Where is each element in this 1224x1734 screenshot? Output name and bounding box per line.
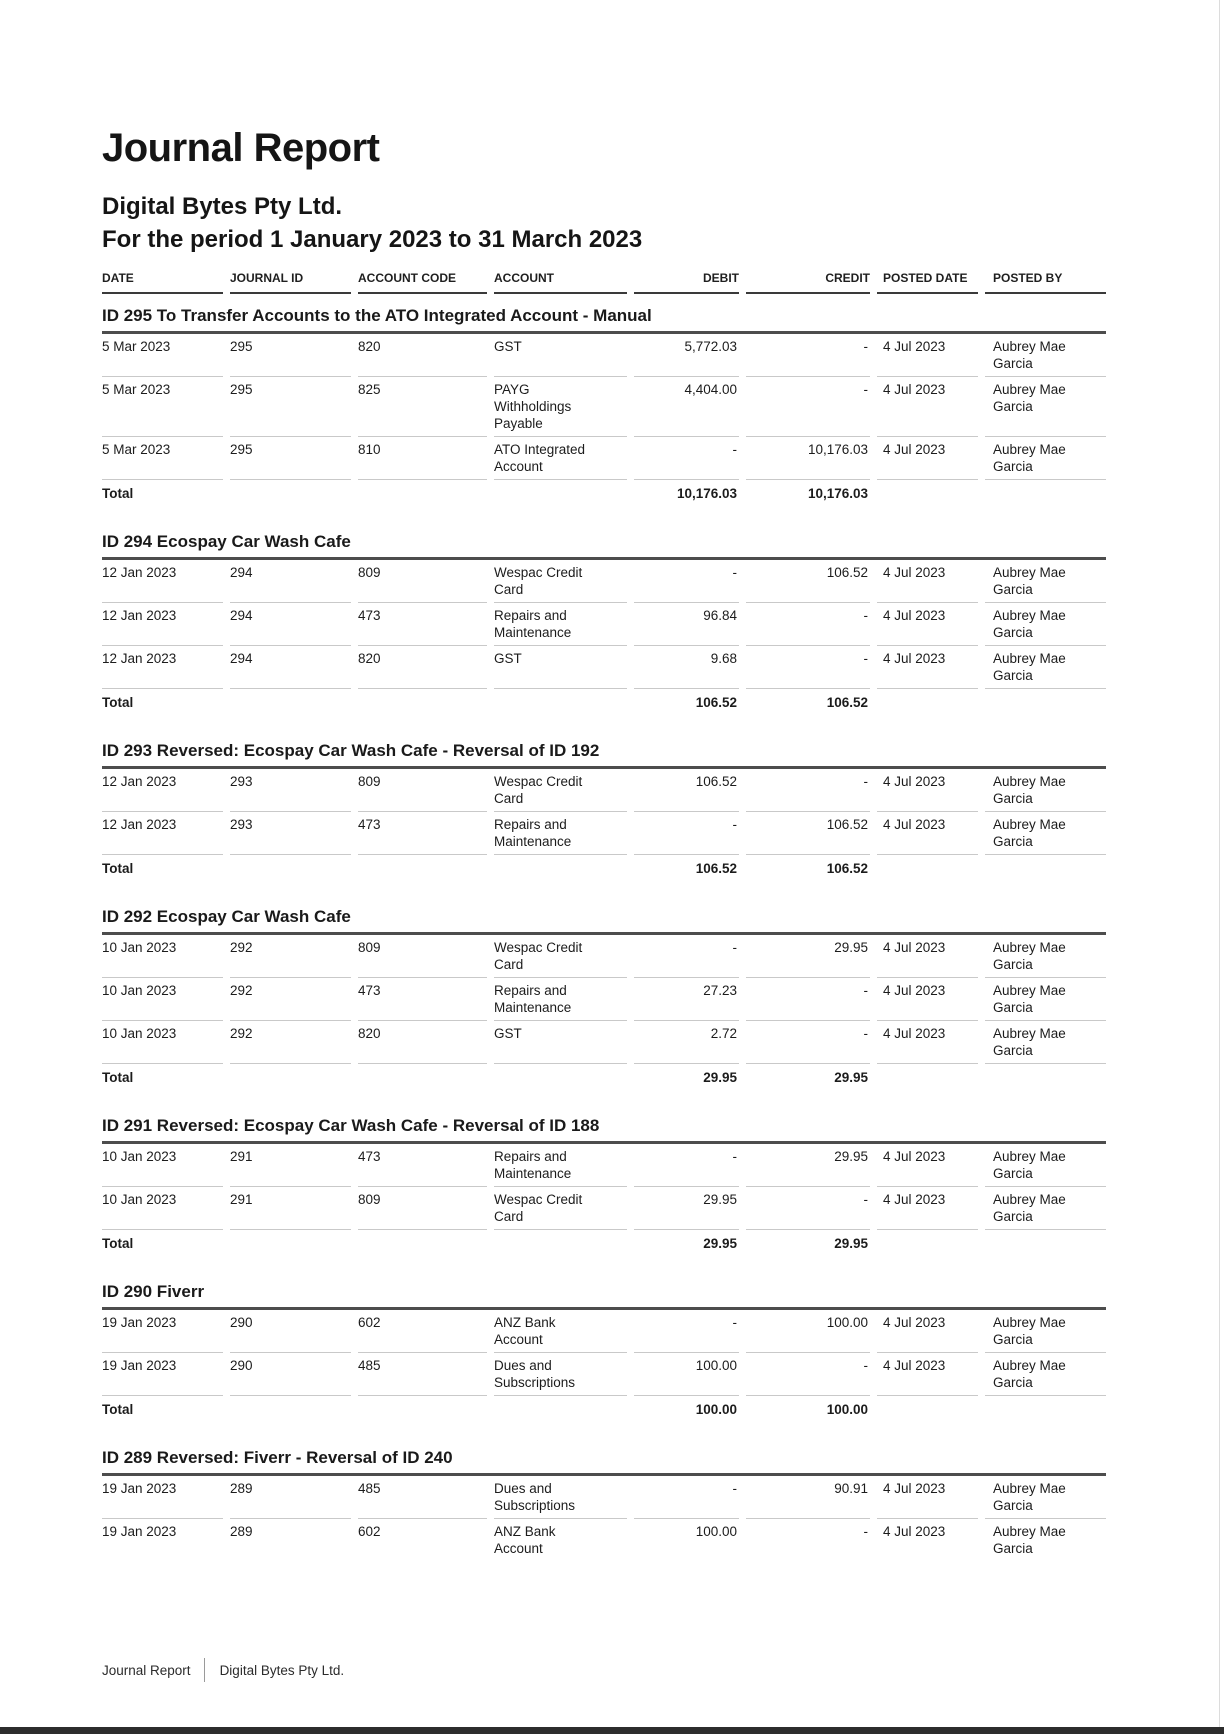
posted-by-cell: Aubrey Mae Garcia — [985, 1187, 1106, 1230]
date-cell: 12 Jan 2023 — [102, 603, 223, 646]
posted-by-cell: Aubrey Mae Garcia — [985, 1021, 1106, 1064]
page-footer — [102, 1658, 344, 1682]
total-label: Total — [102, 695, 134, 710]
total-label: Total — [102, 486, 134, 501]
account-cell: Repairs and Maintenance — [494, 603, 627, 646]
posted-date-cell: 4 Jul 2023 — [877, 560, 978, 603]
date-cell: 5 Mar 2023 — [102, 377, 223, 437]
debit-cell: 96.84 — [634, 603, 739, 646]
journal-id-cell: 293 — [230, 812, 351, 855]
account-cell: GST — [494, 334, 627, 377]
total-credit: 29.95 — [834, 1070, 868, 1085]
account-code-cell: 825 — [358, 377, 487, 437]
account-cell: GST — [494, 1021, 627, 1064]
column-header-account-code: ACCOUNT CODE — [358, 267, 487, 294]
journal-id-cell: 295 — [230, 437, 351, 480]
account-cell: Repairs and Maintenance — [494, 812, 627, 855]
section-rows — [102, 1310, 1106, 1422]
account-cell: Wespac Credit Card — [494, 769, 627, 812]
account-code-cell: 809 — [358, 1187, 487, 1230]
journal-row — [102, 1519, 1106, 1561]
company-name: Digital Bytes Pty Ltd. — [102, 193, 343, 220]
account-cell: GST — [494, 646, 627, 689]
journal-id-cell: 291 — [230, 1144, 351, 1187]
journal-row — [102, 935, 1106, 978]
date-cell: 10 Jan 2023 — [102, 1144, 223, 1187]
credit-cell: - — [746, 1187, 870, 1230]
total-credit: 100.00 — [826, 1402, 868, 1417]
credit-cell: 106.52 — [746, 560, 870, 603]
journal-row — [102, 769, 1106, 812]
total-credit: 106.52 — [826, 861, 868, 876]
debit-cell: - — [634, 1476, 739, 1519]
posted-by-cell: Aubrey Mae Garcia — [985, 769, 1106, 812]
debit-cell: - — [634, 1310, 739, 1353]
account-code-cell: 602 — [358, 1310, 487, 1353]
journal-id-cell: 292 — [230, 978, 351, 1021]
credit-cell: - — [746, 646, 870, 689]
posted-date-cell: 4 Jul 2023 — [877, 377, 978, 437]
journal-id-cell: 289 — [230, 1476, 351, 1519]
column-header-posted-by: POSTED BY — [985, 267, 1106, 294]
posted-date-cell: 4 Jul 2023 — [877, 334, 978, 377]
footer-report-name: Journal Report — [102, 1662, 191, 1678]
debit-cell: 29.95 — [634, 1187, 739, 1230]
debit-cell: 100.00 — [695, 1524, 737, 1539]
date-cell: 10 Jan 2023 — [102, 978, 223, 1021]
section-title: ID 293 Reversed: Ecospay Car Wash Cafe - Reversal of ID 192 — [102, 741, 1106, 769]
journal-section — [102, 907, 1106, 1090]
account-cell: Dues and Subscriptions — [494, 1353, 627, 1396]
credit-cell: 29.95 — [746, 1144, 870, 1187]
sections — [102, 306, 1106, 1561]
account-cell: Repairs and Maintenance — [494, 1144, 627, 1187]
debit-cell: - — [634, 935, 739, 978]
account-code-cell: 820 — [358, 1021, 487, 1064]
journal-row — [102, 978, 1106, 1021]
credit-cell: - — [746, 978, 870, 1021]
journal-id-cell: 295 — [230, 334, 351, 377]
journal-row — [102, 377, 1106, 437]
posted-by-cell: Aubrey Mae Garcia — [985, 377, 1106, 437]
column-header-date: DATE — [102, 267, 223, 294]
column-header-debit: DEBIT — [634, 267, 739, 294]
debit-cell: 106.52 — [634, 769, 739, 812]
journal-row — [102, 1353, 1106, 1396]
account-cell: ANZ Bank Account — [494, 1310, 627, 1353]
total-row — [102, 480, 1106, 506]
debit-cell: 9.68 — [634, 646, 739, 689]
journal-section — [102, 532, 1106, 715]
posted-by-cell: Aubrey Mae Garcia — [985, 1144, 1106, 1187]
posted-date-cell: 4 Jul 2023 — [877, 812, 978, 855]
journal-id-cell: 290 — [230, 1353, 351, 1396]
debit-cell: 5,772.03 — [634, 334, 739, 377]
total-debit: 29.95 — [703, 1236, 737, 1251]
total-label: Total — [102, 861, 134, 876]
journal-section — [102, 1116, 1106, 1256]
debit-cell: - — [634, 437, 739, 480]
debit-cell: - — [634, 560, 739, 603]
account-code-cell: 810 — [358, 437, 487, 480]
section-title: ID 291 Reversed: Ecospay Car Wash Cafe - Reversal of ID 188 — [102, 1116, 1106, 1144]
debit-cell: - — [634, 812, 739, 855]
journal-row — [102, 334, 1106, 377]
date-cell: 5 Mar 2023 — [102, 334, 223, 377]
posted-date-cell: 4 Jul 2023 — [877, 1353, 978, 1396]
journal-id-cell: 294 — [230, 560, 351, 603]
total-debit: 100.00 — [695, 1402, 737, 1417]
debit-cell: - — [634, 1144, 739, 1187]
journal-row — [102, 646, 1106, 689]
total-debit: 106.52 — [695, 695, 737, 710]
account-code-cell: 473 — [358, 812, 487, 855]
journal-id-cell: 291 — [230, 1187, 351, 1230]
account-cell: Repairs and Maintenance — [494, 978, 627, 1021]
total-credit: 29.95 — [834, 1236, 868, 1251]
posted-date-cell: 4 Jul 2023 — [877, 603, 978, 646]
account-code-cell: 809 — [358, 560, 487, 603]
bottom-bar — [0, 1727, 1224, 1734]
total-label: Total — [102, 1236, 134, 1251]
account-cell: Wespac Credit Card — [494, 935, 627, 978]
section-rows — [102, 1476, 1106, 1561]
section-rows — [102, 1144, 1106, 1256]
journal-id-cell: 294 — [230, 603, 351, 646]
date-cell: 10 Jan 2023 — [102, 1187, 223, 1230]
total-row — [102, 689, 1106, 715]
posted-by-cell: Aubrey Mae Garcia — [985, 437, 1106, 480]
posted-by-cell: Aubrey Mae Garcia — [985, 560, 1106, 603]
journal-row — [102, 560, 1106, 603]
posted-by-cell: Aubrey Mae Garcia — [985, 334, 1106, 377]
footer-company-name: Digital Bytes Pty Ltd. — [219, 1662, 345, 1678]
account-code-cell: 473 — [358, 1144, 487, 1187]
journal-id-cell: 294 — [230, 646, 351, 689]
posted-date-cell: 4 Jul 2023 — [877, 437, 978, 480]
column-header-account: ACCOUNT — [494, 267, 627, 294]
account-cell: Wespac Credit Card — [494, 1187, 627, 1230]
report-period: For the period 1 January 2023 to 31 March 2023 — [102, 226, 643, 253]
posted-date-cell: 4 Jul 2023 — [877, 978, 978, 1021]
date-cell: 19 Jan 2023 — [102, 1310, 223, 1353]
credit-cell: - — [746, 377, 870, 437]
posted-date-cell: 4 Jul 2023 — [877, 935, 978, 978]
date-cell: 12 Jan 2023 — [102, 812, 223, 855]
section-rows — [102, 334, 1106, 506]
credit-cell: - — [746, 769, 870, 812]
credit-cell: - — [746, 1021, 870, 1064]
column-header-journal-id: JOURNAL ID — [230, 267, 351, 294]
journal-id-cell: 292 — [230, 935, 351, 978]
table-header-row — [102, 267, 1106, 294]
account-cell: Dues and Subscriptions — [494, 1476, 627, 1519]
total-row — [102, 855, 1106, 881]
total-label: Total — [102, 1070, 134, 1085]
column-header-credit: CREDIT — [746, 267, 870, 294]
journal-row — [102, 603, 1106, 646]
total-debit: 106.52 — [695, 861, 737, 876]
account-code-cell: 820 — [358, 334, 487, 377]
posted-by-cell: Aubrey Mae Garcia — [985, 646, 1106, 689]
posted-date-cell: 4 Jul 2023 — [883, 1524, 946, 1539]
journal-section — [102, 1448, 1106, 1561]
journal-section — [102, 741, 1106, 881]
credit-cell: - — [746, 334, 870, 377]
posted-by-cell: Aubrey Mae Garcia — [985, 935, 1106, 978]
section-title: ID 295 To Transfer Accounts to the ATO Integrated Account - Manual — [102, 306, 1106, 334]
total-debit: 29.95 — [703, 1070, 737, 1085]
credit-cell: 106.52 — [746, 812, 870, 855]
account-cell: PAYG Withholdings Payable — [494, 377, 627, 437]
section-title: ID 294 Ecospay Car Wash Cafe — [102, 532, 1106, 560]
journal-id-cell: 290 — [230, 1310, 351, 1353]
posted-by-cell: Aubrey Mae Garcia — [993, 1524, 1066, 1556]
page-title: Journal Report — [102, 126, 380, 170]
account-code-cell: 485 — [358, 1476, 487, 1519]
total-credit: 10,176.03 — [807, 486, 868, 501]
posted-date-cell: 4 Jul 2023 — [877, 646, 978, 689]
account-code-cell: 473 — [358, 603, 487, 646]
account-code-cell: 820 — [358, 646, 487, 689]
section-rows — [102, 769, 1106, 881]
date-cell: 12 Jan 2023 — [102, 646, 223, 689]
journal-row — [102, 1021, 1106, 1064]
journal-row — [102, 1476, 1106, 1519]
section-title: ID 292 Ecospay Car Wash Cafe — [102, 907, 1106, 935]
credit-cell: 10,176.03 — [746, 437, 870, 480]
posted-date-cell: 4 Jul 2023 — [877, 1476, 978, 1519]
credit-cell: 100.00 — [746, 1310, 870, 1353]
date-cell: 12 Jan 2023 — [102, 560, 223, 603]
credit-cell: - — [746, 1353, 870, 1396]
journal-id-cell: 293 — [230, 769, 351, 812]
total-credit: 106.52 — [826, 695, 868, 710]
section-rows — [102, 935, 1106, 1090]
credit-cell: - — [746, 603, 870, 646]
total-row — [102, 1064, 1106, 1090]
journal-section — [102, 1282, 1106, 1422]
debit-cell: 100.00 — [634, 1353, 739, 1396]
account-cell: ANZ Bank Account — [494, 1524, 556, 1556]
posted-date-cell: 4 Jul 2023 — [877, 1310, 978, 1353]
date-cell: 10 Jan 2023 — [102, 935, 223, 978]
date-cell: 12 Jan 2023 — [102, 769, 223, 812]
journal-section — [102, 306, 1106, 506]
date-cell: 19 Jan 2023 — [102, 1524, 177, 1539]
account-code-cell: 602 — [358, 1524, 381, 1539]
journal-row — [102, 1144, 1106, 1187]
footer-divider — [204, 1658, 205, 1682]
account-cell: Wespac Credit Card — [494, 560, 627, 603]
posted-by-cell: Aubrey Mae Garcia — [985, 1310, 1106, 1353]
journal-id-cell: 295 — [230, 377, 351, 437]
journal-row — [102, 437, 1106, 480]
account-code-cell: 485 — [358, 1353, 487, 1396]
posted-by-cell: Aubrey Mae Garcia — [985, 812, 1106, 855]
debit-cell: 27.23 — [634, 978, 739, 1021]
date-cell: 5 Mar 2023 — [102, 437, 223, 480]
credit-cell: 90.91 — [746, 1476, 870, 1519]
posted-date-cell: 4 Jul 2023 — [877, 1187, 978, 1230]
journal-row — [102, 812, 1106, 855]
debit-cell: 2.72 — [634, 1021, 739, 1064]
credit-cell: 29.95 — [746, 935, 870, 978]
journal-row — [102, 1187, 1106, 1230]
account-cell: ATO Integrated Account — [494, 437, 627, 480]
total-debit: 10,176.03 — [676, 486, 737, 501]
account-code-cell: 473 — [358, 978, 487, 1021]
total-label: Total — [102, 1402, 134, 1417]
posted-date-cell: 4 Jul 2023 — [877, 1144, 978, 1187]
posted-by-cell: Aubrey Mae Garcia — [985, 978, 1106, 1021]
section-title: ID 289 Reversed: Fiverr - Reversal of ID 240 — [102, 1448, 1106, 1476]
date-cell: 10 Jan 2023 — [102, 1021, 223, 1064]
posted-by-cell: Aubrey Mae Garcia — [985, 1476, 1106, 1519]
journal-id-cell: 292 — [230, 1021, 351, 1064]
total-row — [102, 1396, 1106, 1422]
posted-date-cell: 4 Jul 2023 — [877, 769, 978, 812]
total-row — [102, 1230, 1106, 1256]
posted-by-cell: Aubrey Mae Garcia — [985, 1353, 1106, 1396]
journal-id-cell: 289 — [230, 1524, 253, 1539]
credit-cell: - — [863, 1524, 868, 1539]
posted-by-cell: Aubrey Mae Garcia — [985, 603, 1106, 646]
posted-date-cell: 4 Jul 2023 — [877, 1021, 978, 1064]
column-header-posted-date: POSTED DATE — [877, 267, 978, 294]
journal-row — [102, 1310, 1106, 1353]
account-code-cell: 809 — [358, 769, 487, 812]
date-cell: 19 Jan 2023 — [102, 1353, 223, 1396]
account-code-cell: 809 — [358, 935, 487, 978]
debit-cell: 4,404.00 — [634, 377, 739, 437]
page-edge-line — [1219, 0, 1220, 1734]
date-cell: 19 Jan 2023 — [102, 1476, 223, 1519]
section-title: ID 290 Fiverr — [102, 1282, 1106, 1310]
section-rows — [102, 560, 1106, 715]
